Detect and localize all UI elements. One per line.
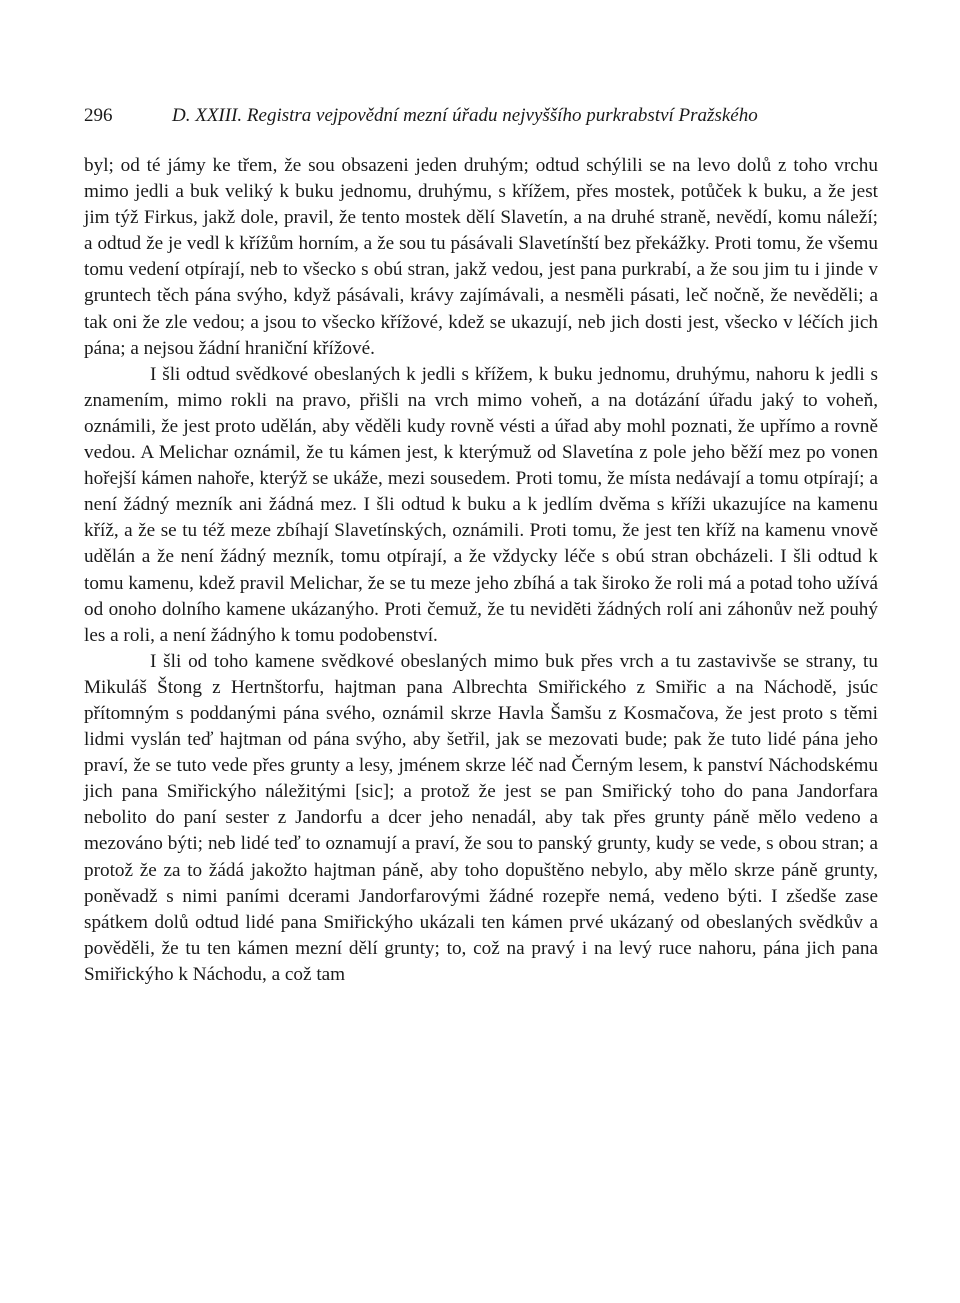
running-head: [84, 104, 884, 128]
paragraph: byl; od té jámy ke třem, že sou obsazeni jeden druhým; odtud schýlili se na levo dolů z toho vrchu mimo jedli a buk veliký k buku jednomu, druhýmu, s křížem, přes mostek, potůček k buku, a že jest jim týž Firkus, jakž dole, pravil, že tento mostek dělí Slavetín, a na druhé straně, nevědí, komu náleží; a odtud že je vedl k křížům horním, a že sou tu pásávali Slavetínští bez překážky. Proti tomu, že všemu tomu vedení otpírají, neb to všecko s obú stran, jakž vedou, jest pana purkrabí, a že sou jim tu i jinde v gruntech těch pána svýho, když pásávali, krávy zajímávali, a nesměli pásati, leč nočně, že nevěděli; a tak oni že zle vedou; a jsou to všecko křížové, kdež se ukazují, neb jich dosti jest, všecko v léčích jich pána; a nejsou žádní hraniční křížové.: [84, 155, 878, 359]
body-text: [84, 153, 878, 988]
paragraph: I šli od toho kamene svědkové obeslaných mimo buk přes vrch a tu zastavivše se strany, tu Mikuláš Štong z Hertnštorfu, hajtman pana Albrechta Smiřického z Smiřic a na Náchodě, jsúc přítomným s poddanými pána svého, oznámil skrze Havla Šamšu z Kosmačova, že jest proto s těmi lidmi vyslán teď hajtman od pána svýho, aby šetřil, jak se mezovati bude; pak že tuto lidé pána jeho praví, že se tuto vede přes grunty a lesy, jménem skrze léč nad Černým lesem, k panství Náchodskému jich pana Smiřickýho náležitými [sic]; a protož že jest se pan Smiřický toho do pana Jandorfara nebolito do paní sester z Jandorfu a dcer jeho nenadál, aby tak přes grunty páně mělo vedeno a mezováno býti; neb lidé teď to oznamují a praví, že sou to panský grunty, kudy se vede, s obou stran; a protož že za to žádá jakožto hajtman páně, aby toho dopuštěno nebylo, aby mělo skrze páně grunty, poněvadž s nimi paními dcerami Jandorfarovými žádné rozepře nemá, vedeno býti. I zšedše zase spátkem dolů odtud lidé pana Smiřickýho ukázali ten kámen prvé ukázaný od obeslaných svědkův a pověděli, že tu ten kámen mezní dělí grunty; to, což na pravý i na levý ruce nahoru, pána jich pana Smiřickýho k Náchodu, a což tam: [84, 650, 878, 985]
running-head-title: D. XXIII. Registra vejpovědní mezní úřadu nejvyššího purkrabství Pražského: [172, 105, 758, 126]
paragraph: I šli odtud svědkové obeslaných k jedli s křížem, k buku jednomu, druhýmu, nahoru k jedli s znamením, mimo rokli na pravo, přišli na vrch mimo voheň, a na dotázání úřadu jaký to voheň, oznámili, že jest proto udělán, aby věděli kudy rovně vésti a úřad aby mohl poznati, že upřímo a rovně vedou. A Melichar oznámil, že tu kámen jest, k kterýmuž od Slavetína z pole jeho běží mez po vonen hořejší kámen nahoře, kterýž se ukáže, mezi sousedem. Proti tomu, že místa nedávají a tomu otpírají; a není žádný mezník ani žádná mez. I šli odtud k buku a k jedlím dvěma s kříži ukazujíce na kamenu kříž, a že se tu též meze zbíhají Slavetínských, oznámili. Proti tomu, že jest ten kříž na kamenu vnově udělán a že není žádný mezník, tomu otpírají, a že vždycky léče s obú stran obcházeli. I šli odtud k tomu kamenu, kdež pravil Melichar, že se tu meze jeho zbíhá a tak široko že roli má a potad toho užívá od onoho dolního kamene ukázanýho. Proti čemuž, že tu nevidĕti žádných rolí ani záhonův než pouhý les a roli, a není žádnýho k tomu podobenství.: [84, 363, 878, 646]
page-number: 296: [84, 105, 113, 126]
